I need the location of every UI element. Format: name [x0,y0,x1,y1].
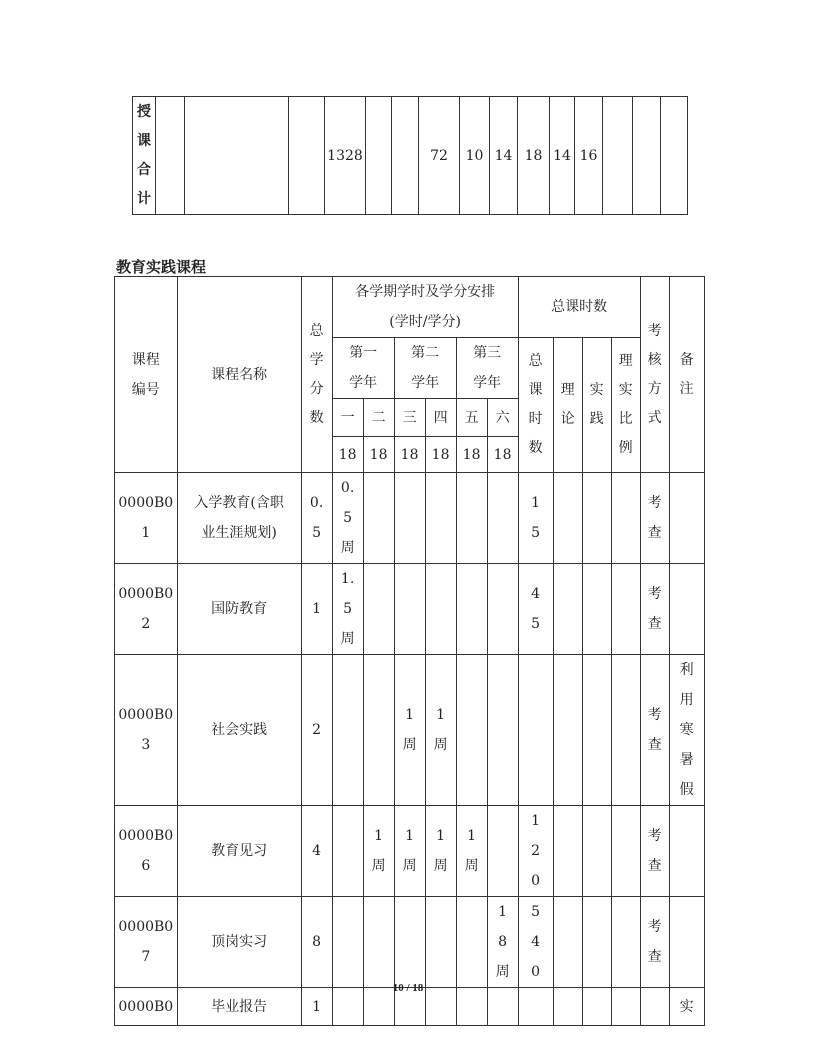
course-code: 0000B07 [118,919,174,965]
header-weeks: 18 [456,437,487,473]
course-credits: 2 [312,722,322,738]
header-semester: 五 [456,399,487,437]
summary-cell: 16 [575,97,603,215]
course-semester-cell [363,473,394,564]
course-name-cell [177,655,301,806]
course-row [115,806,705,897]
course-code-cell [115,564,178,655]
course-hours-cell [518,655,553,806]
course-assessment-cell [640,564,669,655]
course-semester: 1周 [371,828,386,874]
course-semester-cell [425,473,456,564]
course-notes: 利用寒暑假 [679,662,694,798]
summary-label-cell [133,97,156,215]
course-hours-cell [518,897,553,988]
course-ratio-cell [611,473,640,564]
summary-cell [603,97,633,215]
summary-cell [392,97,419,215]
course-credits: 8 [312,934,322,950]
course-semester-cell [363,897,394,988]
header-semester: 四 [425,399,456,437]
course-semester-cell [425,806,456,897]
section-title: 教育实践课程 [116,258,207,276]
summary-cell [185,97,289,215]
course-semester-cell [425,655,456,806]
course-semester: 1周 [433,707,448,753]
course-name: 顶岗实习 [211,934,268,950]
course-semester-cell [425,897,456,988]
header-schedule-sub: (学时/学分) [389,314,461,330]
course-semester-cell [487,806,518,897]
header-ratio: 理实比例 [611,338,640,473]
header-schedule-title: 各学期学时及学分安排 [355,284,496,300]
course-code: 0000B06 [118,828,174,874]
summary-cell: 14 [550,97,575,215]
course-assessment: 考查 [647,495,662,541]
course-credits: 4 [312,843,322,859]
header-weeks: 18 [363,437,394,473]
course-assessment-cell [640,655,669,806]
header-weeks: 18 [487,437,518,473]
summary-total-hours: 1328 [325,97,366,215]
header-semester: 六 [487,399,518,437]
course-name: 社会实践 [211,722,268,738]
course-semester-cell [363,564,394,655]
course-practice-cell [582,806,611,897]
course-row [115,655,705,806]
course-theory-cell [553,564,582,655]
course-name: 国防教育 [211,601,268,617]
header-year1: 第一学年 [332,338,394,399]
course-hours: 540 [531,904,541,980]
course-semester-cell [456,897,487,988]
header-schedule [332,277,518,338]
course-assessment-cell [640,473,669,564]
header-total-hours: 总课时数 [518,338,553,473]
course-hours-cell [518,806,553,897]
course-assessment-cell [640,806,669,897]
course-semester-cell [394,897,425,988]
course-code: 0000B02 [118,586,174,632]
course-semester-cell [394,806,425,897]
course-practice-cell [582,473,611,564]
course-ratio-cell [611,806,640,897]
course-semester: 1.5周 [340,571,355,647]
course-semester-cell [332,655,363,806]
course-row [115,897,705,988]
course-notes-cell [669,564,704,655]
summary-cell [289,97,325,215]
header-row [115,277,705,338]
course-semester-cell [363,806,394,897]
course-semester-cell [332,806,363,897]
course-semester-cell [394,655,425,806]
course-hours-cell [518,473,553,564]
course-name: 毕业报告 [211,998,268,1015]
course-semester-cell [456,806,487,897]
header-total-hours-group: 总课时数 [518,277,640,338]
course-credits: 0.5 [309,495,324,541]
header-year3: 第三学年 [456,338,518,399]
course-semester: 1周 [433,828,448,874]
course-notes: 实 [679,998,694,1015]
course-semester-cell [456,473,487,564]
header-semester: 二 [363,399,394,437]
summary-table [132,96,688,215]
course-semester-cell [456,564,487,655]
course-theory-cell [553,806,582,897]
course-practice-cell [582,564,611,655]
course-code: 0000B01 [118,495,174,541]
course-semester: 1周 [402,828,417,874]
course-name: 入学教育(含职业生涯规划) [194,495,284,541]
header-semester: 一 [332,399,363,437]
practice-table [114,276,705,1026]
course-semester-cell [487,473,518,564]
summary-cell: 72 [419,97,460,215]
course-hours: 120 [531,813,541,889]
course-credits-cell [301,806,332,897]
summary-cell [633,97,661,215]
header-notes: 备注 [669,277,704,473]
course-credits-cell [301,897,332,988]
course-hours-cell [518,564,553,655]
course-name-cell [177,897,301,988]
course-name-cell [177,564,301,655]
summary-cell [661,97,688,215]
course-semester-cell [394,473,425,564]
header-assessment: 考核方式 [640,277,669,473]
header-credits: 总学分数 [301,277,332,473]
course-notes-cell [669,473,704,564]
course-ratio-cell [611,897,640,988]
header-weeks: 18 [425,437,456,473]
course-semester: 1周 [464,828,479,874]
course-name-cell [177,806,301,897]
course-credits-cell [301,564,332,655]
header-theory: 理论 [553,338,582,473]
course-semester-cell [456,655,487,806]
course-semester-cell [487,897,518,988]
summary-cell: 14 [490,97,518,215]
course-code: 0000B0 [118,998,174,1015]
course-semester-cell [332,564,363,655]
course-assessment: 考查 [647,919,662,965]
course-semester-cell [394,564,425,655]
course-code-cell [115,897,178,988]
course-theory-cell [553,473,582,564]
course-code-cell [115,655,178,806]
header-code: 课程编号 [115,277,178,473]
course-credits: 1 [312,601,322,617]
page-number: 10 / 18 [392,982,424,994]
summary-cell [366,97,392,215]
header-practice: 实践 [582,338,611,473]
summary-cell: 10 [460,97,490,215]
course-name-cell [177,473,301,564]
course-assessment: 考查 [647,586,662,632]
course-semester: 1周 [402,707,417,753]
course-row [115,564,705,655]
course-assessment: 考查 [647,828,662,874]
course-row [115,473,705,564]
header-name: 课程名称 [177,277,301,473]
course-code: 0000B03 [118,707,174,753]
header-weeks: 18 [394,437,425,473]
course-credits: 1 [312,998,322,1015]
course-hours: 45 [531,586,541,632]
course-theory-cell [553,897,582,988]
course-name: 教育见习 [211,843,268,859]
course-semester-cell [332,473,363,564]
header-semester: 三 [394,399,425,437]
course-credits-cell [301,473,332,564]
course-code-cell [115,806,178,897]
course-assessment-cell [640,897,669,988]
course-credits-cell [301,655,332,806]
course-code-cell [115,473,178,564]
summary-cell [156,97,185,215]
course-hours: 15 [531,495,541,541]
course-ratio-cell [611,564,640,655]
course-semester-cell [487,655,518,806]
course-semester: 0.5周 [340,480,355,556]
course-theory-cell [553,655,582,806]
summary-row [133,97,688,215]
course-semester-cell [363,655,394,806]
course-notes-cell [669,897,704,988]
course-ratio-cell [611,655,640,806]
header-year2: 第二学年 [394,338,456,399]
course-notes-cell [669,806,704,897]
course-semester-cell [425,564,456,655]
course-semester: 18周 [495,904,510,980]
header-weeks: 18 [332,437,363,473]
course-semester-cell [332,897,363,988]
course-semester-cell [487,564,518,655]
summary-label: 授课合计 [137,103,151,207]
course-assessment: 考查 [647,707,662,753]
course-practice-cell [582,897,611,988]
course-notes-cell [669,655,704,806]
course-practice-cell [582,655,611,806]
summary-cell: 18 [518,97,550,215]
